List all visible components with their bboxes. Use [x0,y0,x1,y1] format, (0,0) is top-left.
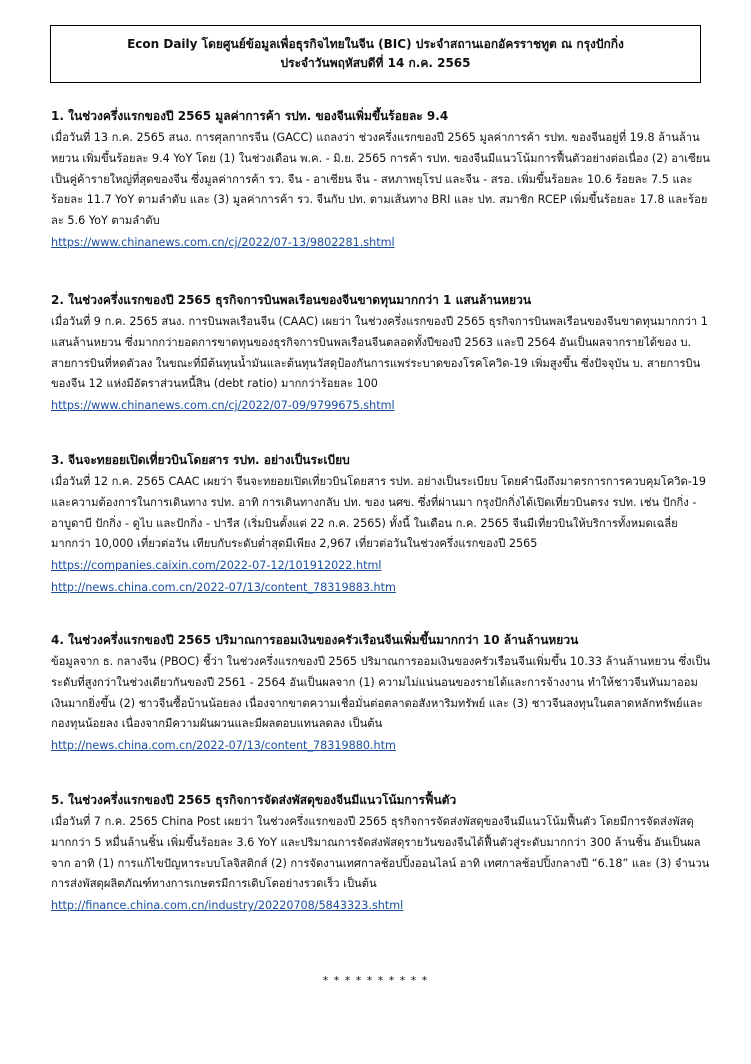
header-date: ประจำวันพฤหัสบดีที่ 14 ก.ค. 2565 [280,56,471,70]
source-link[interactable]: https://www.chinanews.com.cn/cj/2022/07-13/9802281.shtml [51,235,395,249]
section-body: เมื่อวันที่ 13 ก.ค. 2565 สนง. การศุลกากรจีน (GACC) แถลงว่า ช่วงครึ่งแรกของปี 2565 มูลค่าการค้า รปท. ของจีนอยู่ที่ 19.8 ล้านล้านหยวน เพิ่มขึ้นร้อยละ 9.4 YoY โดย (1) ในช่วงเดือน พ.ค. - มิ.ย. 2565 การค้า รปท. ของจีนมีแนวโน้มการฟื้นตัวอย่างต่อเนื่อง (2) อาเซียนเป็นคู่ค้ารายใหญ่ที่สุดของจีน ซึ่งมูลค่าการค้า รว. จีน - อาเซียน จีน - สหภาพยุโรป และจีน - สรอ. เพิ่มขึ้นร้อยละ 10.6 ร้อยละ 7.5 และร้อยละ 11.7 YoY ตามลำดับ และ (3) มูลค่าการค้า รว. จีนกับ ปท. ตามเส้นทาง BRI และ ปท. สมาชิก RCEP เพิ่มขึ้นร้อยละ 17.8 และร้อยละ 5.6 YoY ตามลำดับ [51,131,710,228]
section-body: ข้อมูลจาก ธ. กลางจีน (PBOC) ชี้ว่า ในช่วงครึ่งแรกของปี 2565 ปริมาณการออมเงินของครัวเรือนจีนเพิ่มขึ้น 10.33 ล้านล้านหยวน ซึ่งเป็นระดับที่สูงกว่าในช่วงเดียวกันของปี 2561 - 2564 อันเป็นผลจาก (1) ความไม่แน่นอนของรายได้และการจ้างงาน ทำให้ชาวจีนหันมาออมเงินมากยิ่งขึ้น (2) ชาวจีนซื้อบ้านน้อยลง เนื่องจากขาดความเชื่อมั่นต่อตลาดอสังหาริมทรัพย์ และ (3) ชาวจีนลงทุนในตลาดหลักทรัพย์และกองทุนน้อยลง เนื่องจากมีความผันผวนและมีผลตอบแทนลดลง เป็นต้น [51,655,711,731]
source-link[interactable]: http://news.china.com.cn/2022-07/13/content_78319880.htm [51,739,396,753]
section-body: เมื่อวันที่ 12 ก.ค. 2565 CAAC เผยว่า จีนจะทยอยเปิดเที่ยวบินโดยสาร รปท. อย่างเป็นระเบียบ โดยคำนึงถึงมาตรการการควบคุมโควิด-19 และความต้องการในการเดินทาง รปท. อาทิ การเดินทางกลับ ปท. ของ นศข. ซึ่งที่ผ่านมา กรุงปักกิ่งได้เปิดเที่ยวบินตรง รปท. เช่น ปักกิ่ง - อาบูดาบี ปักกิ่ง - ดูไบ และปักกิ่ง - ปารีส (เริ่มบินตั้งแต่ 22 ก.ค. 2565) ทั้งนี้ ในเดือน ก.ค. 2565 จีนมีเที่ยวบินให้บริการทั้งหมดเฉลี่ยมากกว่า 10,000 เที่ยวต่อวัน เทียบกับระดับต่ำสุดมีเพียง 2,967 เที่ยวต่อวันในช่วงครึ่งแรกของปี 2565 [51,475,707,551]
end-marker: * * * * * * * * * * [322,974,429,987]
news-section-4 [51,632,711,757]
section-title: 3. จีนจะทยอยเปิดเที่ยวบินโดยสาร รปท. อย่างเป็นระเบียบ [51,453,350,467]
news-section-3 [51,452,711,599]
news-section-5 [51,792,711,917]
source-link[interactable]: http://finance.china.com.cn/industry/20220708/5843323.shtml [51,899,404,913]
news-section-2 [51,292,711,417]
section-body: เมื่อวันที่ 9 ก.ค. 2565 สนง. การบินพลเรือนจีน (CAAC) เผยว่า ในช่วงครึ่งแรกของปี 2565 ธุรกิจการบินพลเรือนของจีนขาดทุนมากกว่า 1 แสนล้านหยวน ซึ่งมากกว่ายอดการขาดทุนของธุรกิจการบินพลเรือนจีนตลอดทั้งปีของปี 2563 และปี 2564 อันเป็นผลจากรายได้ของ บ. สายการบินที่หดตัวลง ในขณะที่มีต้นทุนน้ำมันและต้นทุนวัสดุป้องกันการแพร่ระบาดของโรคโควิด-19 เพิ่มสูงขึ้น ซึ่งปัจจุบัน บ. สายการบินของจีน 12 แห่งมีอัตราส่วนหนี้สิน (debt ratio) มากกว่าร้อยละ 100 [51,315,708,391]
source-link[interactable]: http://news.china.com.cn/2022-07/13/content_78319883.htm [51,581,396,595]
section-title: 5. ในช่วงครึ่งแรกของปี 2565 ธุรกิจการจัดส่งพัสดุของจีนมีแนวโน้มการฟื้นตัว [51,793,457,807]
source-link[interactable]: https://www.chinanews.com.cn/cj/2022/07-09/9799675.shtml [51,399,395,413]
section-title: 1. ในช่วงครึ่งแรกของปี 2565 มูลค่าการค้า รปท. ของจีนเพิ่มขึ้นร้อยละ 9.4 [51,109,449,123]
section-title: 2. ในช่วงครึ่งแรกของปี 2565 ธุรกิจการบินพลเรือนของจีนขาดทุนมากกว่า 1 แสนล้านหยวน [51,293,532,307]
source-link[interactable]: https://companies.caixin.com/2022-07-12/101912022.html [51,559,382,573]
section-body: เมื่อวันที่ 7 ก.ค. 2565 China Post เผยว่า ในช่วงครึ่งแรกของปี 2565 ธุรกิจการจัดส่งพัสดุของจีนมีแนวโน้มฟื้นตัว โดยมีการจัดส่งพัสดุมากกว่า 5 หมื่นล้านชิ้น เพิ่มขึ้นร้อยละ 3.6 YoY และปริมาณการจัดส่งพัสดุรายวันของจีนได้ฟื้นตัวสู่ระดับมากกว่า 300 ล้านชิ้น อันเป็นผลจาก อาทิ (1) การแก้ไขปัญหาระบบโลจิสติกส์ (2) การจัดงานเทศกาลช้อปปิ้งออนไลน์ อาทิ เทศกาลช้อปปิ้งกลางปี “6.18” และ (3) จำนวนการส่งพัสดุผลิตภัณฑ์ทางการเกษตรมีการเติบโตอย่างรวดเร็ว เป็นต้น [51,815,710,891]
news-section-1 [51,108,711,254]
report-header [50,25,701,83]
section-title: 4. ในช่วงครึ่งแรกของปี 2565 ปริมาณการออมเงินของครัวเรือนจีนเพิ่มขึ้นมากกว่า 10 ล้านล้านหยวน [51,633,579,647]
header-title: Econ Daily โดยศูนย์ข้อมูลเพื่อธุรกิจไทยในจีน (BIC) ประจำสถานเอกอัครราชทูต ณ กรุงปักกิ่ง [127,37,624,51]
